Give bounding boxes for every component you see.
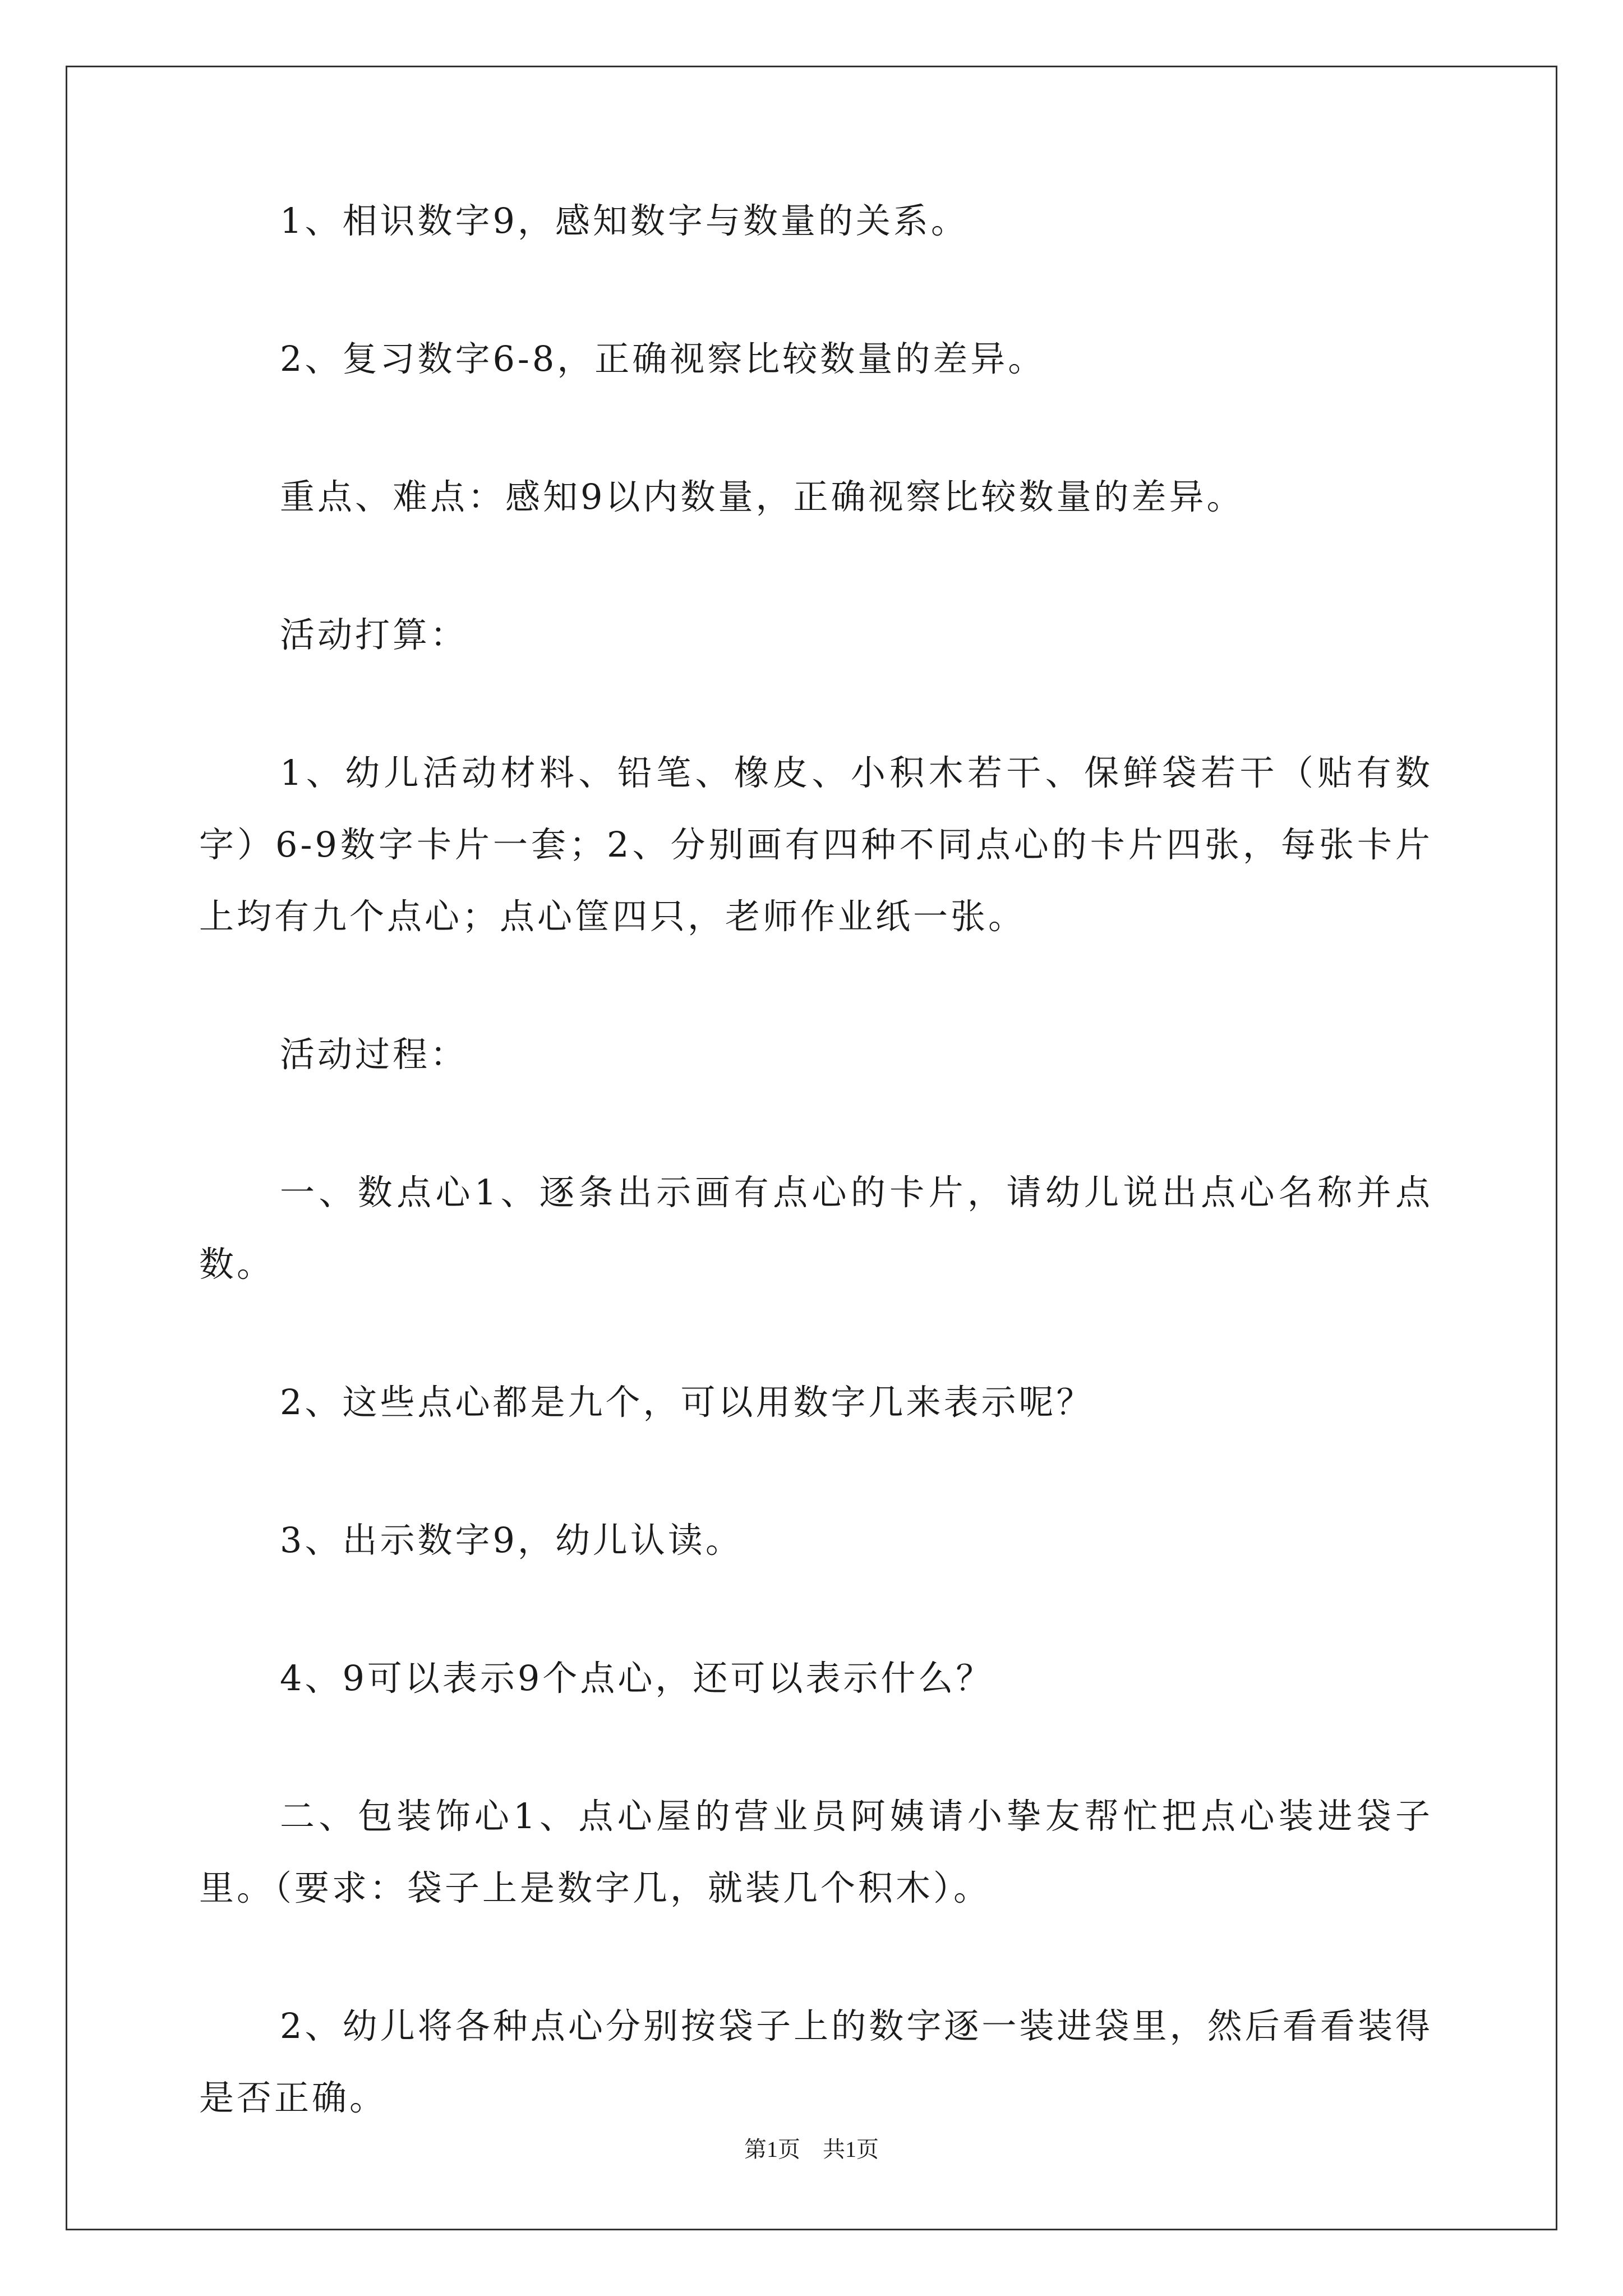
paragraph: 3、出示数字9，幼儿认读。 bbox=[280, 1520, 743, 1561]
page-number: 第1页 共1页 bbox=[744, 2137, 879, 2162]
paragraph: 二、包装饰心1、点心屋的营业员阿姨请小挚友帮忙把点心装进袋子里。（要求：袋子上是数字几，就装几个积木）。 bbox=[199, 1796, 1433, 1908]
paragraph: 4、9可以表示9个点心，还可以表示什么？ bbox=[280, 1658, 994, 1699]
paragraph: 2、这些点心都是九个，可以用数字几来表示呢？ bbox=[280, 1382, 1094, 1423]
paragraph: 1、相识数字9，感知数字与数量的关系。 bbox=[280, 200, 969, 241]
paragraph: 一、数点心1、逐条出示画有点心的卡片，请幼儿说出点心名称并点数。 bbox=[199, 1172, 1433, 1285]
paragraph: 2、幼儿将各种点心分别按袋子上的数字逐一装进袋里，然后看看装得是否正确。 bbox=[199, 2005, 1433, 2118]
paragraph: 1、幼儿活动材料、铅笔、橡皮、小积木若干、保鲜袋若干（贴有数字）6-9数字卡片一套；2、分别画有四种不同点心的卡片四张，每张卡片上均有九个点心；点心筐四只，老师作业纸一张。 bbox=[199, 752, 1433, 937]
paragraph: 活动打算： bbox=[280, 614, 468, 655]
paragraph: 活动过程： bbox=[280, 1034, 468, 1075]
paragraph: 2、复习数字6-8，正确视察比较数量的差异。 bbox=[280, 338, 1046, 379]
paragraph: 重点、难点：感知9以内数量，正确视察比较数量的差异。 bbox=[280, 476, 1244, 517]
document-body bbox=[199, 185, 1433, 2200]
